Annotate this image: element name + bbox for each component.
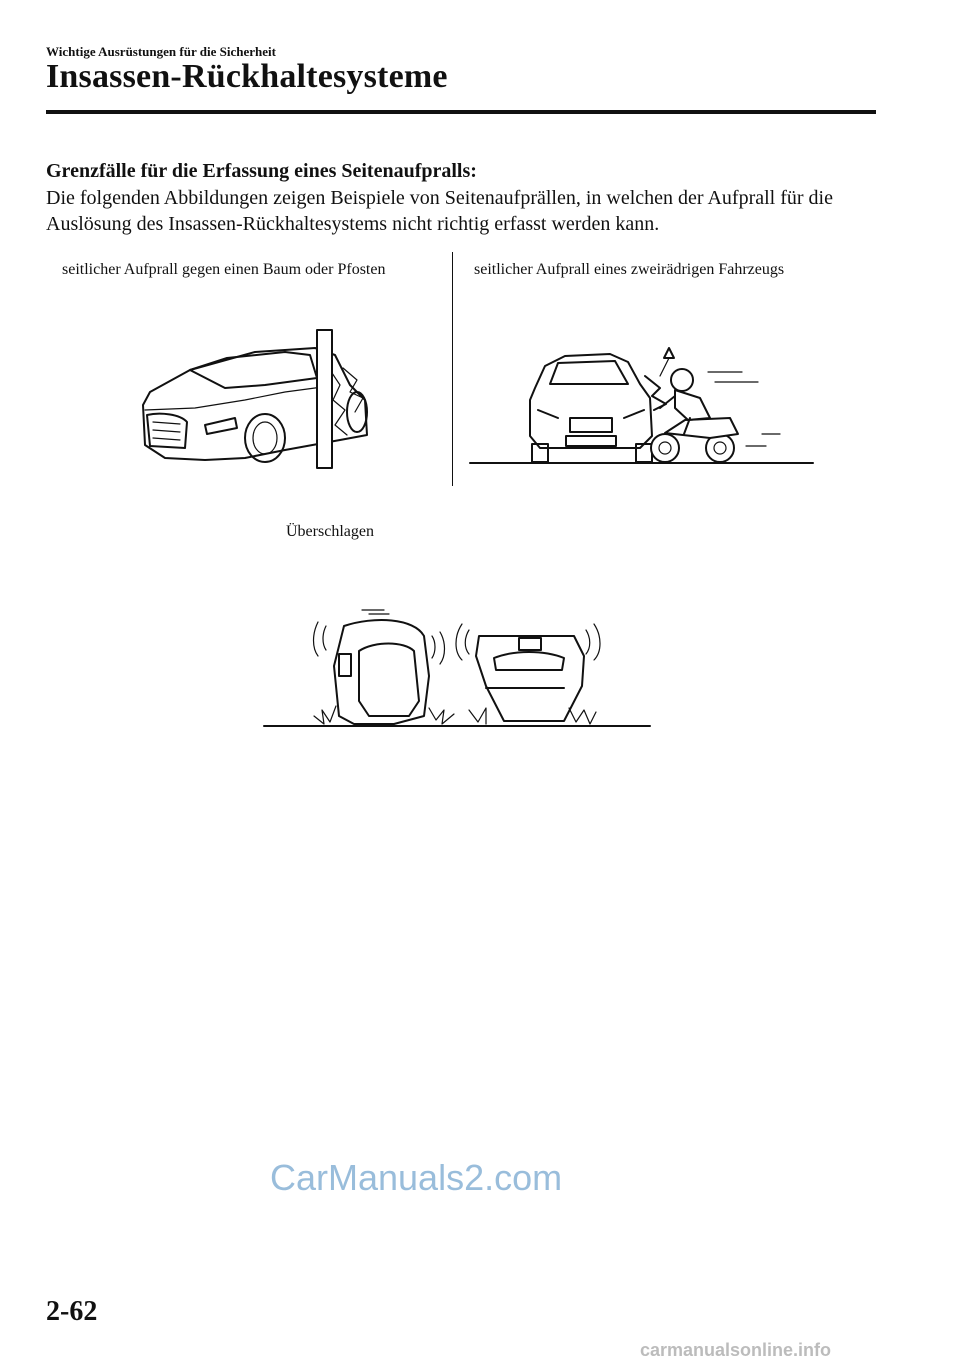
bike-impact-caption: seitlicher Aufprall eines zweirädrigen Fahrzeugs bbox=[474, 261, 785, 278]
watermark-logo: CarManuals2.com bbox=[270, 1157, 563, 1198]
page-title: Insassen-Rückhaltesysteme bbox=[46, 58, 448, 95]
figure-divider bbox=[452, 252, 453, 486]
title-rule bbox=[46, 110, 876, 114]
rollover-illustration bbox=[264, 606, 654, 732]
sub-heading: Grenzfälle für die Erfassung eines Seitenaufpralls: bbox=[46, 160, 477, 182]
page-number: 2-62 bbox=[46, 1296, 98, 1327]
bike-impact-illustration bbox=[470, 348, 815, 466]
site-watermark: carmanualsonline.info bbox=[640, 1340, 832, 1360]
intro-paragraph: Die folgenden Abbildungen zeigen Beispiele von Seitenaufprällen, in welchen der Aufprall für die Auslösung des Insassen-Rückhaltesystems nicht richtig erfasst werden kann. bbox=[46, 187, 833, 235]
rollover-caption: Überschlagen bbox=[286, 523, 374, 540]
tree-impact-caption: seitlicher Aufprall gegen einen Baum oder Pfosten bbox=[62, 261, 386, 278]
section-label: Wichtige Ausrüstungen für die Sicherheit bbox=[46, 44, 276, 59]
pole-impact-illustration bbox=[135, 330, 375, 475]
